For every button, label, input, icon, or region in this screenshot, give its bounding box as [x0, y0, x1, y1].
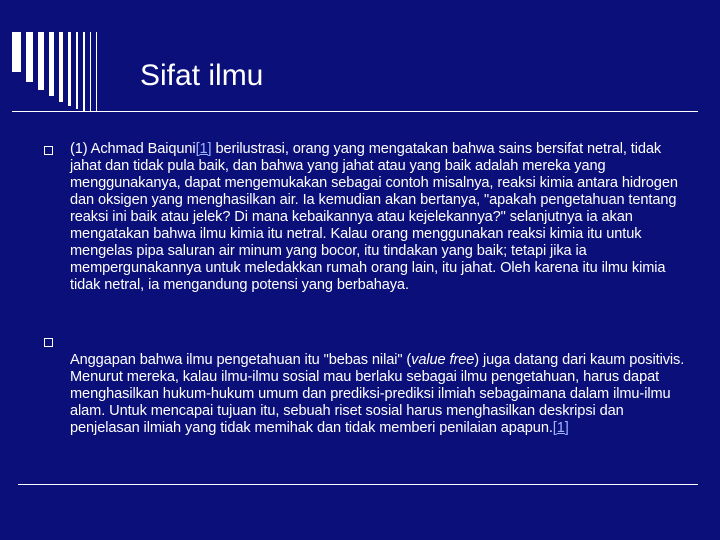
bullet-square-icon	[44, 338, 53, 347]
paragraph-text: berilustrasi, orang yang mengatakan bahwa sains bersifat netral, tidak jahat dan tidak pula baik, dan bahwa yang jahat atau yang baik adalah mereka yang menggunakanya, dapat mengemukakan sebagai contoh misalnya, reaksi kimia antara hidrogen dan oksigen yang menghasilkan air. Ia kemudian akan bertanya, "apakah pengetahuan tentang reaksi ini baik atau jelek? Di mana kebaikannya atau kejelekannya?" selanjutnya ia akan mengatakan bahwa ilmu kimia itu netral. Kalau orang menggunakan reaksi kimia itu untuk mengelas pipa saluran air minum yang bocor, itu tindakan yang baik; tetapi jika ia mempergunakannya untuk meledakkan rumah orang lain, itu jahat. Oleh karena itu ilmu kimia tidak netral, ia mengandung potensi yang berbahaya.	[70, 141, 678, 293]
bullet-paragraph-1	[70, 141, 690, 294]
decorative-stripes	[12, 32, 122, 112]
slide-title: Sifat ilmu	[140, 59, 264, 92]
footnote-link[interactable]: [1]	[552, 420, 569, 436]
paragraph-text: (1) Achmad Baiquni	[70, 141, 196, 157]
paragraph-text: ) juga datang dari kaum positivis. Menurut mereka, kalau ilmu-ilmu sosial mau berlaku sebagai ilmu pengetahuan, harus dapat menghasilkan hukum-hukum umum dan prediksi-prediksi ilmiah sebagaimana dalam ilmu-ilmu alam. Untuk mencapai tujuan itu, sebuah riset sosial harus menghasilkan deskripsi dan penjelasan ilmiah yang tidak memihak dan tidak memberi penilaian apapun.	[70, 352, 685, 436]
paragraph-text: Anggapan bahwa ilmu pengetahuan itu "bebas nilai" (	[70, 352, 412, 368]
italic-term: value free	[411, 352, 475, 368]
bullet-square-icon	[44, 146, 53, 155]
bullet-paragraph-2	[70, 352, 690, 437]
title-divider-line	[12, 111, 698, 112]
footnote-link[interactable]: [1]	[195, 141, 212, 157]
bottom-divider-line	[18, 484, 698, 485]
